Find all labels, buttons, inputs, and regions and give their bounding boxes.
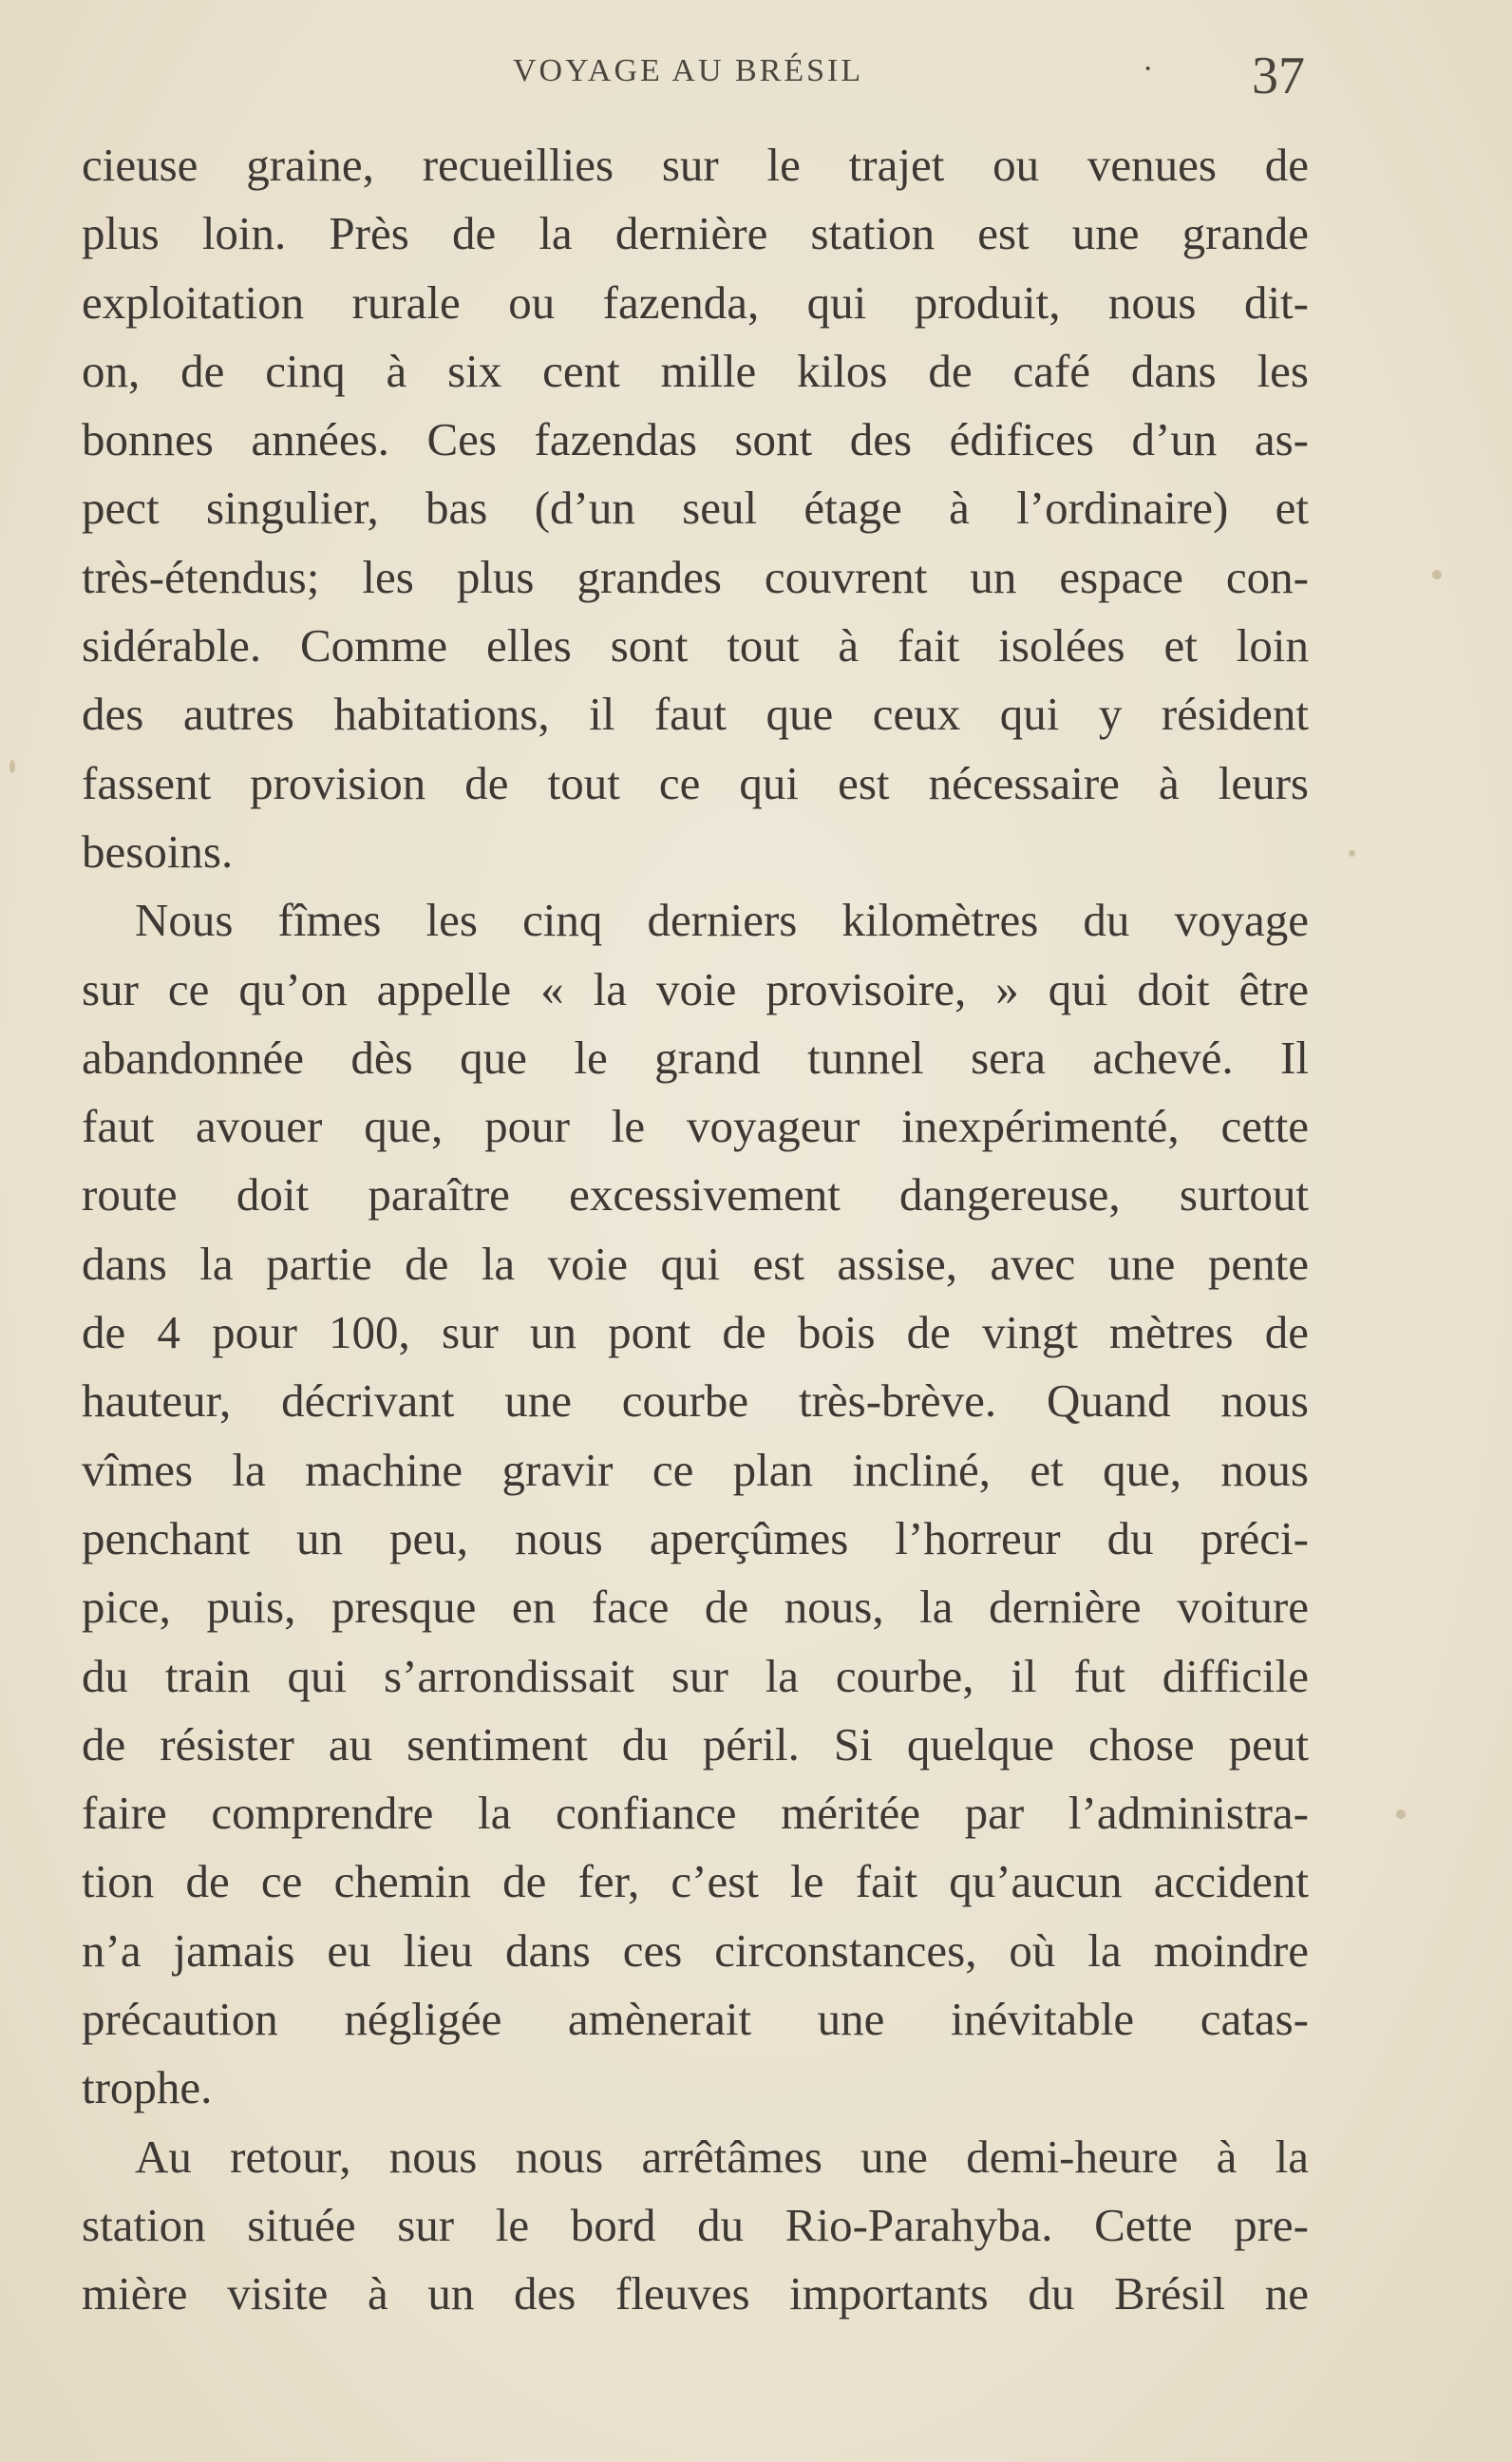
text-line: très-étendus; les plus grandes couvrent un espace con-	[82, 550, 1309, 603]
text-line: abandonnée dès que le grand tunnel sera achevé. Il	[82, 1031, 1309, 1084]
text-line: trophe.	[82, 2061, 213, 2114]
text-line: précaution négligée amènerait une inévitable catas-	[82, 1993, 1309, 2046]
text-line: fassent provision de tout ce qui est nécessaire à leurs	[82, 756, 1309, 809]
text-line: exploitation rurale ou fazenda, qui produit, nous dit-	[82, 275, 1309, 329]
paper-speck	[1396, 1809, 1406, 1819]
paper-speck	[1349, 850, 1355, 857]
text-line: sur ce qu’on appelle « la voie provisoire, » qui doit être	[82, 962, 1309, 1015]
text-line: besoins.	[82, 824, 234, 878]
text-line: n’a jamais eu lieu dans ces circonstances, où la moindre	[82, 1923, 1309, 1977]
text-line: tion de ce chemin de fer, c’est le fait qu’aucun accident	[82, 1855, 1309, 1908]
text-line: station située sur le bord du Rio-Parahyba. Cette pre-	[82, 2198, 1309, 2251]
text-line: faut avouer que, pour le voyageur inexpérimenté, cette	[82, 1100, 1309, 1153]
text-line: de 4 pour 100, sur un pont de bois de vingt mètres de	[82, 1306, 1309, 1359]
text-line: faire comprendre la confiance méritée par l’administra-	[82, 1787, 1309, 1840]
text-line: on, de cinq à six cent mille kilos de café dans les	[82, 344, 1309, 397]
text-line: sidérable. Comme elles sont tout à fait isolées et loin	[82, 619, 1309, 672]
text-line: pice, puis, presque en face de nous, la dernière voiture	[82, 1581, 1309, 1634]
text-line: cieuse graine, recueillies sur le trajet ou venues de	[82, 139, 1309, 191]
text-line: route doit paraître excessivement dangereuse, surtout	[82, 1168, 1309, 1222]
text-line: hauteur, décrivant une courbe très-brève. Quand nous	[82, 1374, 1309, 1428]
text-line: pect singulier, bas (d’un seul étage à l’ordinaire) et	[82, 482, 1309, 535]
text-line: dans la partie de la voie qui est assise, avec une pente	[82, 1237, 1309, 1290]
text-line: mière visite à un des fleuves importants du Brésil ne	[82, 2267, 1309, 2320]
paper-speck	[9, 760, 15, 773]
header-dot: ·	[1143, 51, 1154, 86]
paragraph-first-line: Nous fîmes les cinq derniers kilomètres du voyage	[135, 894, 1309, 947]
text-line: plus loin. Près de la dernière station est une grande	[82, 207, 1309, 260]
text-line: vîmes la machine gravir ce plan incliné, et que, nous	[82, 1443, 1309, 1496]
text-line: penchant un peu, nous aperçûmes l’horreur du préci-	[82, 1511, 1309, 1564]
running-head	[0, 46, 1512, 103]
running-title: VOYAGE AU BRÉSIL	[513, 53, 864, 88]
paragraph-first-line: Au retour, nous nous arrêtâmes une demi-heure à la	[135, 2130, 1309, 2183]
paper-speck	[1432, 570, 1442, 579]
page-number: 37	[1252, 47, 1305, 105]
text-line: bonnes années. Ces fazendas sont des édifices d’un as-	[82, 413, 1309, 466]
body-text	[82, 131, 1309, 2329]
text-line: des autres habitations, il faut que ceux qui y résident	[82, 688, 1309, 741]
text-line: du train qui s’arrondissait sur la courbe, il fut difficile	[82, 1649, 1309, 1702]
text-line: de résister au sentiment du péril. Si quelque chose peut	[82, 1717, 1309, 1771]
